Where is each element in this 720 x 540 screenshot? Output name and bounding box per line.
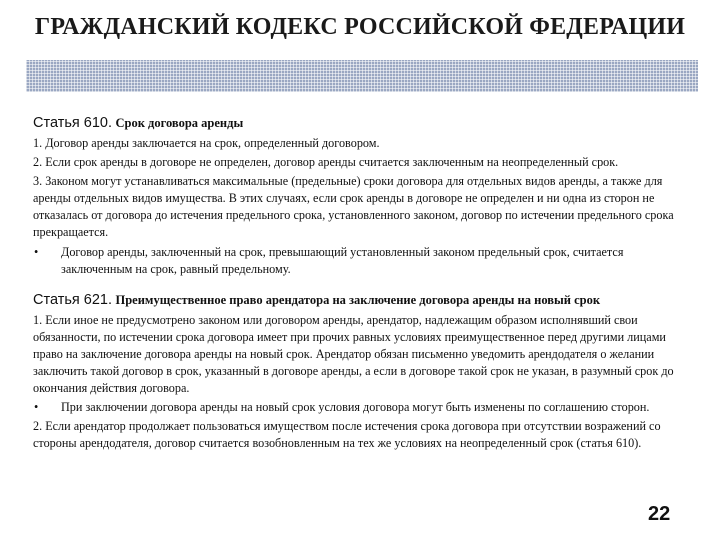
article-621-heading xyxy=(33,291,695,310)
article-621-bullet-text: При заключении договора аренды на новый срок условия договора могут быть изменены по соглашению сторон. xyxy=(61,400,650,415)
page-number: 22 xyxy=(648,503,671,525)
article-621-paragraph-1: 1. Если иное не предусмотрено законом или договором аренды, арендатор, надлежащим образом исполнявший свои обязанности, по истечении срока договора имеет при прочих равных условиях преимущественное перед другими лицами право на заключение договора аренды на новый срок. Арендатор обязан письменно уведомить арендодателя о желании заключить такой договор в срок, указанный в договоре аренды, а если в договоре такой срок не указан, в разумный срок до окончания действия договора. xyxy=(33,312,674,396)
article-610-paragraph-1: 1. Договор аренды заключается на срок, определенный договором. xyxy=(33,136,380,150)
article-621-number: Статья 621. xyxy=(33,291,112,308)
bullet-icon: • xyxy=(34,400,39,415)
slide-content xyxy=(33,114,695,453)
article-610-paragraph-2: 2. Если срок аренды в договоре не определен, договор аренды считается заключенным на неопределенный срок. xyxy=(33,155,619,170)
article-610 xyxy=(33,114,695,278)
article-621-title: Преимущественное право арендатора на заключение договора аренды на новый срок xyxy=(115,292,601,307)
article-610-paragraph-3: 3. Законом могут устанавливаться максимальные (предельные) сроки договора для отдельных видов аренды, а также для аренды отдельных видов имущества. В этих случаях, если срок аренды в договоре не определен и ни одна из сторон не отказалась от договора до истечения предельного срока, установленного законом, договор по истечении предельного срока прекращается. xyxy=(33,174,674,240)
bullet-icon: • xyxy=(34,244,39,259)
article-610-bullet-text: Договор аренды, заключенный на срок, превышающий установленный законом предельный срок, считается заключенным на срок, равный предельному. xyxy=(61,244,624,276)
article-610-bullet xyxy=(33,244,695,278)
title-decorative-band xyxy=(26,60,698,92)
article-621 xyxy=(33,291,695,453)
article-621-bullet xyxy=(33,399,695,416)
article-610-title: Срок договора аренды xyxy=(115,116,244,130)
article-610-heading xyxy=(33,114,695,133)
article-610-number: Статья 610. xyxy=(33,115,112,131)
article-621-paragraph-2: 2. Если арендатор продолжает пользоваться имуществом после истечения срока договора при отсутствии возражений со стороны арендодателя, договор считается возобновленным на тех же условиях на неопределенный срок (статья 610). xyxy=(33,419,661,451)
slide-title: ГРАЖДАНСКИЙ КОДЕКС РОССИЙСКОЙ ФЕДЕРАЦИИ xyxy=(34,14,686,40)
